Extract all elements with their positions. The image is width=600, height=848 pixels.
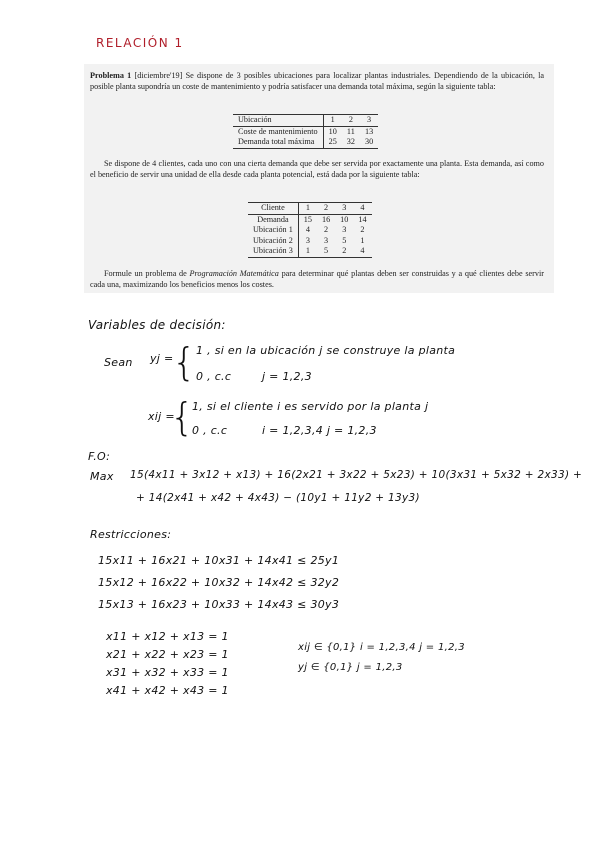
capacity-constraint-3: 15x13 + 16x23 + 10x33 + 14x43 ≤ 30y3 xyxy=(98,598,340,611)
emphasis-text: Programación Matemática xyxy=(189,269,279,278)
problem-date: [diciembre'19] xyxy=(134,71,183,80)
problem-paragraph-2: Se dispone de 4 clientes, cada uno con una cierta demanda que debe ser servida por exactamente una planta. Esta demanda, así como el beneficio de servir una unidad de ella desde cada planta potencial, está dada por la siguiente tabla: xyxy=(90,159,544,179)
xij-label: xij = xyxy=(148,410,175,423)
table-row: Demanda 15 16 10 14 xyxy=(248,214,372,225)
assignment-constraint-1: x11 + x12 + x13 = 1 xyxy=(106,630,229,643)
left-brace-icon: { xyxy=(170,395,195,439)
table-row: Cliente 1 2 3 4 xyxy=(248,203,372,215)
locations-table xyxy=(233,114,378,149)
problem-intro-text: Se dispone de 3 posibles ubicaciones para localizar plantas industriales. Dependiendo de la ubicación, la posible planta supondría un coste de mantenimiento y podría satisfacer una demanda total máxima, según la siguiente tabla: xyxy=(90,71,545,91)
xij-case-0: 0 , c.c xyxy=(192,424,228,437)
fo-label: F.O: xyxy=(88,450,111,463)
xij-range: i = 1,2,3,4 j = 1,2,3 xyxy=(262,424,377,437)
max-label: Max xyxy=(90,470,114,483)
clients-table xyxy=(248,202,372,258)
domain-y: yj ∈ {0,1} j = 1,2,3 xyxy=(298,662,403,673)
problem-paragraph-3: Formule un problema de Programación Matemática para determinar qué plantas deben ser construidas y a qué clientes debe servir cada una, maximizando los beneficios menos los costes. xyxy=(90,269,544,289)
yj-label: yj = xyxy=(150,352,174,365)
assignment-constraint-4: x41 + x42 + x43 = 1 xyxy=(106,684,229,697)
xij-case-1: 1, si el cliente i es servido por la planta j xyxy=(192,400,429,413)
table-row: Ubicación 1 4 2 3 2 xyxy=(248,225,372,236)
problem-intro xyxy=(90,70,544,92)
assignment-constraint-2: x21 + x22 + x23 = 1 xyxy=(106,648,229,661)
problem-heading: Problema 1 xyxy=(90,71,132,80)
table-row: Demanda total máxima 25 32 30 xyxy=(233,137,378,148)
page-title: RELACIÓN 1 xyxy=(96,36,184,50)
assignment-constraint-3: x31 + x32 + x33 = 1 xyxy=(106,666,229,679)
yj-range: j = 1,2,3 xyxy=(262,370,312,383)
capacity-constraint-2: 15x12 + 16x22 + 10x32 + 14x42 ≤ 32y2 xyxy=(98,576,340,589)
variables-heading: Variables de decisión: xyxy=(88,318,226,332)
objective-line-1: 15(4x11 + 3x12 + x13) + 16(2x21 + 3x22 + 5x23) + 10(3x31 + 5x32 + 2x33) + xyxy=(130,469,583,481)
yj-case-0: 0 , c.c xyxy=(196,370,232,383)
left-brace-icon: { xyxy=(172,340,197,384)
table-row: Coste de mantenimiento 10 11 13 xyxy=(233,126,378,137)
table-row: Ubicación 3 1 5 2 4 xyxy=(248,246,372,257)
capacity-constraint-1: 15x11 + 16x21 + 10x31 + 14x41 ≤ 25y1 xyxy=(98,554,340,567)
yj-case-1: 1 , si en la ubicación j se construye la planta xyxy=(196,344,456,357)
domain-x: xij ∈ {0,1} i = 1,2,3,4 j = 1,2,3 xyxy=(298,642,465,653)
restrictions-heading: Restricciones: xyxy=(90,528,172,541)
table-row: Ubicación 1 2 3 xyxy=(233,115,378,127)
table-row: Ubicación 2 3 3 5 1 xyxy=(248,236,372,247)
sean-label: Sean xyxy=(104,356,133,369)
objective-line-2: + 14(2x41 + x42 + 4x43) − (10y1 + 11y2 + 13y3) xyxy=(136,492,420,504)
